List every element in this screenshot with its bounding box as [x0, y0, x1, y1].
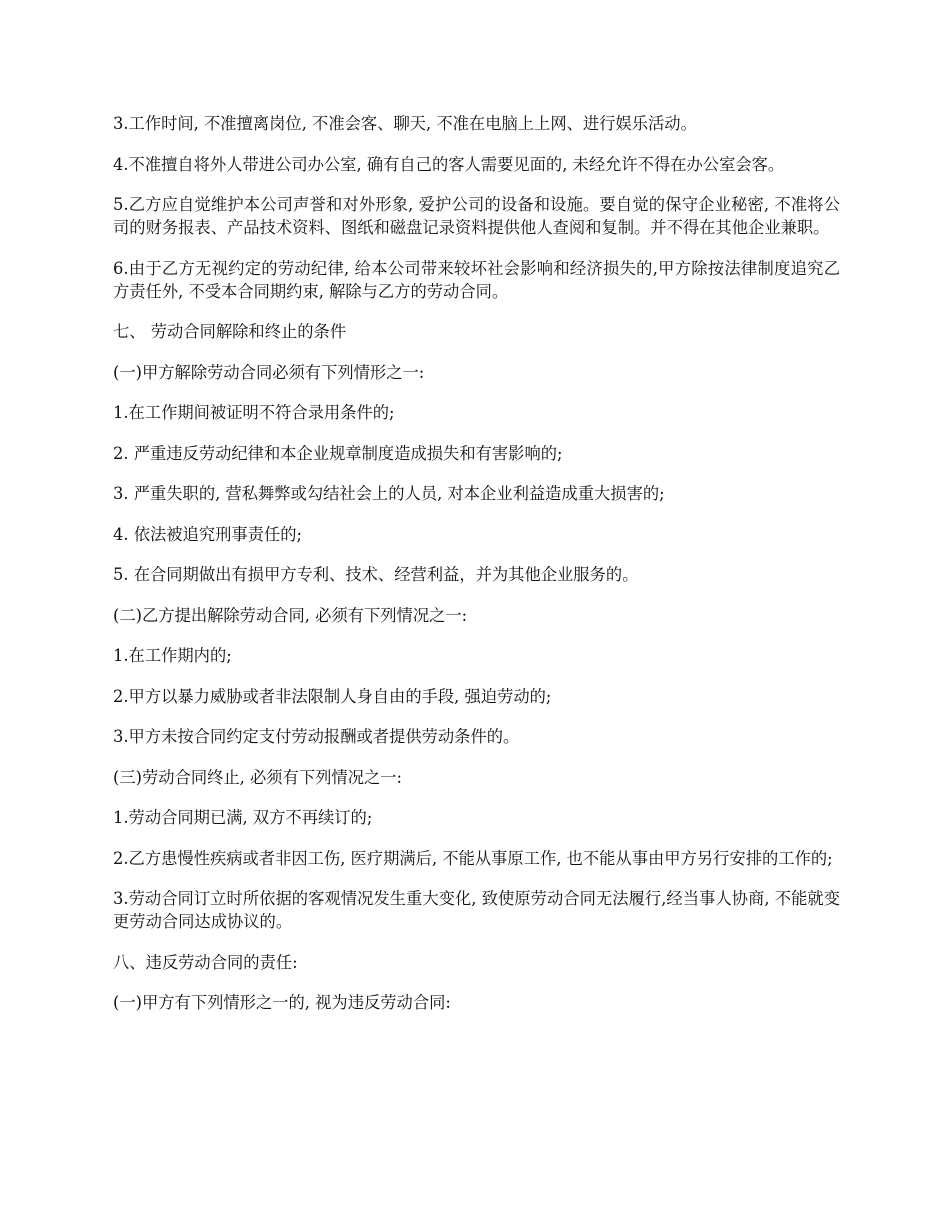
paragraph-work-hours-rule: 3.工作时间, 不准擅离岗位, 不准会客、聊天, 不准在电脑上上网、进行娱乐活动。: [113, 114, 697, 133]
paragraph-discipline-violation: 6.由于乙方无视约定的劳动纪律, 给本公司带来较坏社会影响和经济损失的,甲方除按法律制度追究乙方责任外, 不受本合同期约束, 解除与乙方的劳动合同。: [113, 258, 840, 301]
list-item-employer-termination-4: 4. 依法被追究刑事责任的;: [113, 524, 303, 544]
list-item-employer-termination-1: 1.在工作期间被证明不符合录用条件的;: [113, 403, 395, 422]
list-item-employee-termination-3: 3.甲方未按合同约定支付劳动报酬或者提供劳动条件的。: [113, 727, 520, 746]
subsection-heading-employer-breach: (一)甲方有下列情形之一的, 视为违反劳动合同:: [113, 993, 451, 1012]
list-item-employer-termination-2: 2. 严重违反劳动纪律和本企业规章制度造成损失和有害影响的;: [113, 443, 563, 463]
subsection-heading-employee-termination: (二)乙方提出解除劳动合同, 必须有下列情况之一:: [113, 605, 468, 625]
section-heading-breach-liability: 八、违反劳动合同的责任:: [113, 952, 298, 972]
list-item-employer-termination-3: 3. 严重失职的, 营私舞弊或勾结社会上的人员, 对本企业利益造成重大损害的;: [113, 484, 665, 503]
list-item-employer-termination-5: 5. 在合同期做出有损甲方专利、技术、经营利益，并为其他企业服务的。: [113, 565, 639, 584]
list-item-employee-termination-2: 2.甲方以暴力威胁或者非法限制人身自由的手段, 强迫劳动的;: [113, 686, 552, 706]
list-item-contract-expiry-1: 1.劳动合同期已满, 双方不再续订的;: [113, 808, 373, 827]
list-item-employee-termination-1: 1.在工作期内的;: [113, 646, 232, 665]
list-item-contract-expiry-2: 2.乙方患慢性疾病或者非因工伤, 医疗期满后, 不能从事原工作, 也不能从事由甲方另行安排的工作的;: [113, 848, 833, 868]
paragraph-visitor-rule: 4.不准擅自将外人带进公司办公室, 确有自己的客人需要见面的, 未经允许不得在办公室会客。: [113, 154, 785, 174]
subsection-heading-employer-termination: (一)甲方解除劳动合同必须有下列情形之一:: [113, 362, 425, 382]
list-item-contract-expiry-3: 3.劳动合同订立时所依据的客观情况发生重大变化, 致使原劳动合同无法履行,经当事人协商, 不能就变更劳动合同达成协议的。: [113, 889, 840, 931]
subsection-heading-contract-expiry: (三)劳动合同终止, 必须有下列情况之一:: [113, 767, 403, 787]
paragraph-confidentiality-rule: 5.乙方应自觉维护本公司声誉和对外形象, 爱护公司的设备和设施。要自觉的保守企业秘密, 不准将公司的财务报表、产品技术资料、图纸和磁盘记录资料提供他人查阅和复制。并不得在其他企业兼职。: [113, 195, 840, 237]
section-heading-termination-conditions: 七、 劳动合同解除和终止的条件: [113, 322, 347, 341]
